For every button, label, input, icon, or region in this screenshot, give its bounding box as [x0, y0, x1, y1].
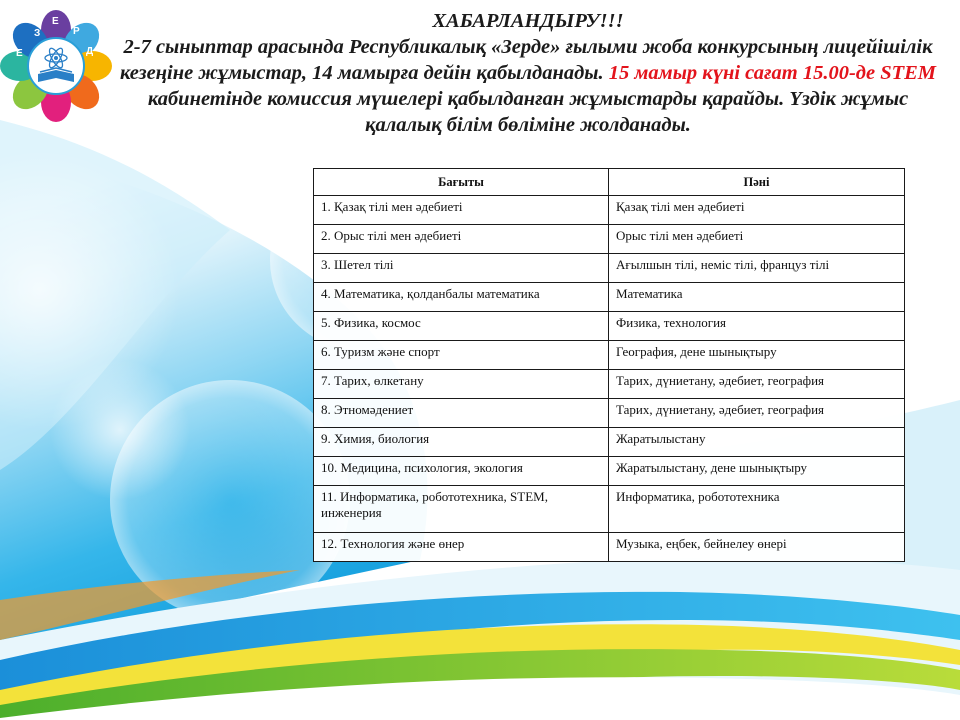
table-row — [314, 370, 905, 399]
cell-direction: 11. Информатика, робототехника, STEM, инженерия — [314, 486, 609, 533]
table-row — [314, 283, 905, 312]
cell-subject: География, дене шынықтыру — [609, 341, 905, 370]
header-direction: Бағыты — [314, 169, 609, 196]
logo-letter: З — [34, 28, 41, 39]
cell-direction: 3. Шетел тілі — [314, 254, 609, 283]
cell-subject: Жаратылыстану, дене шынықтыру — [609, 457, 905, 486]
cell-subject: Физика, технология — [609, 312, 905, 341]
table-row — [314, 312, 905, 341]
cell-subject: Тарих, дүниетану, әдебиет, география — [609, 370, 905, 399]
table-row — [314, 341, 905, 370]
cell-subject: Музыка, еңбек, бейнелеу өнері — [609, 533, 905, 562]
cell-subject: Жаратылыстану — [609, 428, 905, 457]
announcement-title: ХАБАРЛАНДЫРУ!!! — [432, 10, 624, 32]
table-row — [314, 254, 905, 283]
cell-direction: 2. Орыс тілі мен әдебиеті — [314, 225, 609, 254]
cell-direction: 10. Медицина, психология, экология — [314, 457, 609, 486]
announcement-text-part3: кабинетінде комиссия мүшелері қабылданған жұмыстарды қарайды. Үздік жұмыс қалалық білім бөліміне жолданады. — [147, 88, 909, 136]
cell-subject: Ағылшын тілі, неміс тілі, француз тілі — [609, 254, 905, 283]
table-row — [314, 399, 905, 428]
cell-subject: Қазақ тілі мен әдебиеті — [609, 196, 905, 225]
announcement — [108, 8, 948, 138]
table-row — [314, 486, 905, 533]
directions-table — [313, 168, 905, 562]
cell-direction: 5. Физика, космос — [314, 312, 609, 341]
table-row — [314, 428, 905, 457]
table-row — [314, 225, 905, 254]
table-header-row — [314, 169, 905, 196]
announcement-text-part1: 2-7 сыныптар арасында Республикалық «Зерде» ғылыми жоба конкурсының лицейішілік кезеңіне жұмыстар, 14 мамырға дейін қабылданады. — [119, 36, 933, 84]
cell-subject: Орыс тілі мен әдебиеті — [609, 225, 905, 254]
cell-direction: 7. Тарих, өлкетану — [314, 370, 609, 399]
cell-direction: 9. Химия, биология — [314, 428, 609, 457]
zerde-logo — [0, 0, 112, 132]
cell-direction: 6. Туризм және спорт — [314, 341, 609, 370]
flower-logo-icon — [0, 0, 112, 132]
logo-letter: Е — [16, 48, 23, 59]
header-subject: Пәні — [609, 169, 905, 196]
cell-direction: 4. Математика, қолданбалы математика — [314, 283, 609, 312]
table-row — [314, 196, 905, 225]
table-row — [314, 533, 905, 562]
table-row — [314, 457, 905, 486]
cell-direction: 1. Қазақ тілі мен әдебиеті — [314, 196, 609, 225]
logo-letter: Р — [73, 26, 80, 37]
cell-direction: 12. Технология және өнер — [314, 533, 609, 562]
announcement-text-highlight: 15 мамыр күні сағат 15.00-де STEM — [608, 62, 937, 84]
directions-table-container — [313, 168, 904, 562]
cell-direction: 8. Этномәдениет — [314, 399, 609, 428]
cell-subject: Тарих, дүниетану, әдебиет, география — [609, 399, 905, 428]
cell-subject: Информатика, робототехника — [609, 486, 905, 533]
cell-subject: Математика — [609, 283, 905, 312]
logo-letter: Д — [86, 46, 94, 57]
logo-letter: Е — [52, 16, 59, 27]
